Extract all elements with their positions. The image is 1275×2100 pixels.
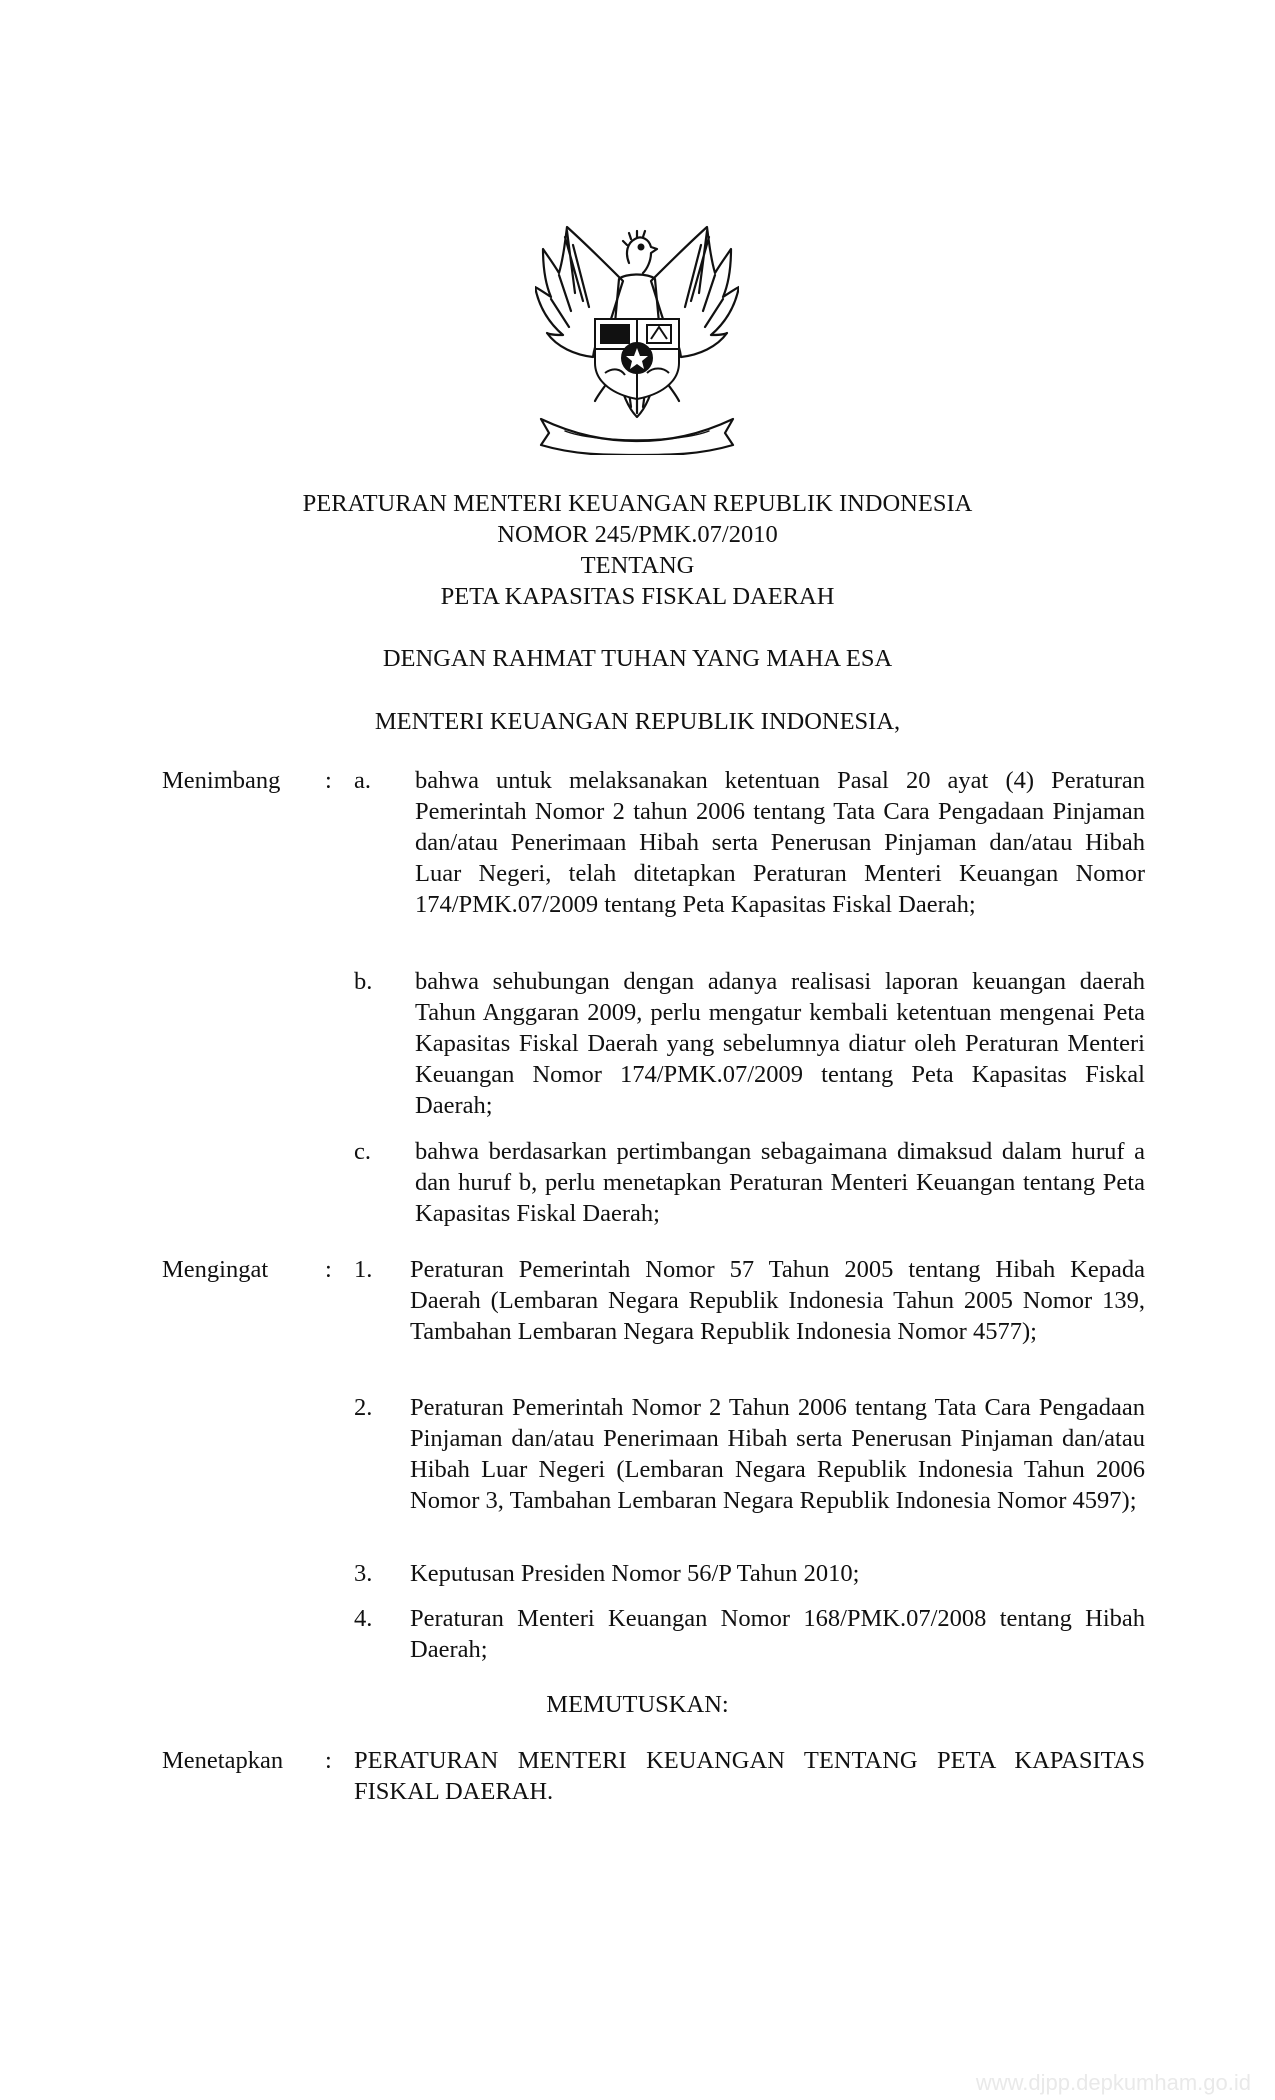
title-block xyxy=(0,488,1275,612)
menimbang-item-text: bahwa berdasarkan pertimbangan sebagaimana dimaksud dalam huruf a dan huruf b, perlu menetapkan Peraturan Menteri Keuangan tentang Peta Kapasitas Fiskal Daerah; xyxy=(415,1138,1145,1227)
menetapkan-label: Menetapkan xyxy=(162,1747,284,1774)
menimbang-item-marker: c. xyxy=(354,1138,371,1165)
title-line-4: PETA KAPASITAS FISKAL DAERAH xyxy=(440,583,835,610)
menetapkan-colon: : xyxy=(325,1747,332,1774)
mengingat-item-marker: 1. xyxy=(354,1256,373,1283)
menimbang-item-marker: b. xyxy=(354,968,373,995)
mengingat-colon: : xyxy=(325,1256,332,1283)
grace-line: DENGAN RAHMAT TUHAN YANG MAHA ESA xyxy=(382,645,893,672)
watermark-url: www.djpp.depkumham.go.id xyxy=(975,2070,1251,2095)
mengingat-item-text: Peraturan Menteri Keuangan Nomor 168/PMK.07/2008 tentang Hibah Daerah; xyxy=(410,1605,1145,1663)
title-line-2: NOMOR 245/PMK.07/2010 xyxy=(497,521,778,548)
title-line-3: TENTANG xyxy=(580,552,695,579)
mengingat-label: Mengingat xyxy=(162,1256,269,1283)
mengingat-item-marker: 3. xyxy=(354,1560,373,1587)
mengingat-item-marker: 4. xyxy=(354,1605,373,1632)
mengingat-item-text: Peraturan Pemerintah Nomor 2 Tahun 2006 tentang Tata Cara Pengadaan Pinjaman dan/atau Penerimaan Hibah serta Penerusan Pinjaman dan/atau Hibah Luar Negeri (Lembaran Negara Republik Indonesia Tahun 2006 Nomor 3, Tambahan Lembaran Negara Republik Indonesia Nomor 4597); xyxy=(410,1394,1145,1514)
mengingat-item-text: Peraturan Pemerintah Nomor 57 Tahun 2005 tentang Hibah Kepada Daerah (Lembaran Negara Republik Indonesia Tahun 2005 Nomor 139, Tambahan Lembaran Negara Republik Indonesia Nomor 4577); xyxy=(410,1256,1145,1345)
minister-line: MENTERI KEUANGAN REPUBLIK INDONESIA, xyxy=(374,708,901,735)
menimbang-item-text: bahwa sehubungan dengan adanya realisasi laporan keuangan daerah Tahun Anggaran 2009, perlu mengatur kembali ketentuan mengenai Peta Kapasitas Fiskal Daerah yang sebelumnya diatur oleh Peraturan Menteri Keuangan Nomor 174/PMK.07/2009 tentang Peta Kapasitas Fiskal Daerah; xyxy=(415,968,1145,1119)
mengingat-item-text: Keputusan Presiden Nomor 56/P Tahun 2010; xyxy=(410,1560,860,1587)
mengingat-item-marker: 2. xyxy=(354,1394,373,1421)
title-line-1: PERATURAN MENTERI KEUANGAN REPUBLIK INDONESIA xyxy=(302,490,973,517)
memutuskan-heading: MEMUTUSKAN: xyxy=(546,1691,729,1718)
menetapkan-text: PERATURAN MENTERI KEUANGAN TENTANG PETA KAPASITAS FISKAL DAERAH. xyxy=(354,1747,1145,1805)
menimbang-item-text: bahwa untuk melaksanakan ketentuan Pasal 20 ayat (4) Peraturan Pemerintah Nomor 2 tahun 2006 tentang Tata Cara Pengadaan Pinjaman dan/atau Penerimaan Hibah serta Penerusan Pinjaman dan/atau Hibah Luar Negeri, telah ditetapkan Peraturan Menteri Keuangan Nomor 174/PMK.07/2009 tentang Peta Kapasitas Fiskal Daerah; xyxy=(415,767,1145,918)
menimbang-label: Menimbang xyxy=(162,767,281,794)
menimbang-colon: : xyxy=(325,767,332,794)
menimbang-item-marker: a. xyxy=(354,767,371,794)
garuda-emblem xyxy=(535,223,739,455)
